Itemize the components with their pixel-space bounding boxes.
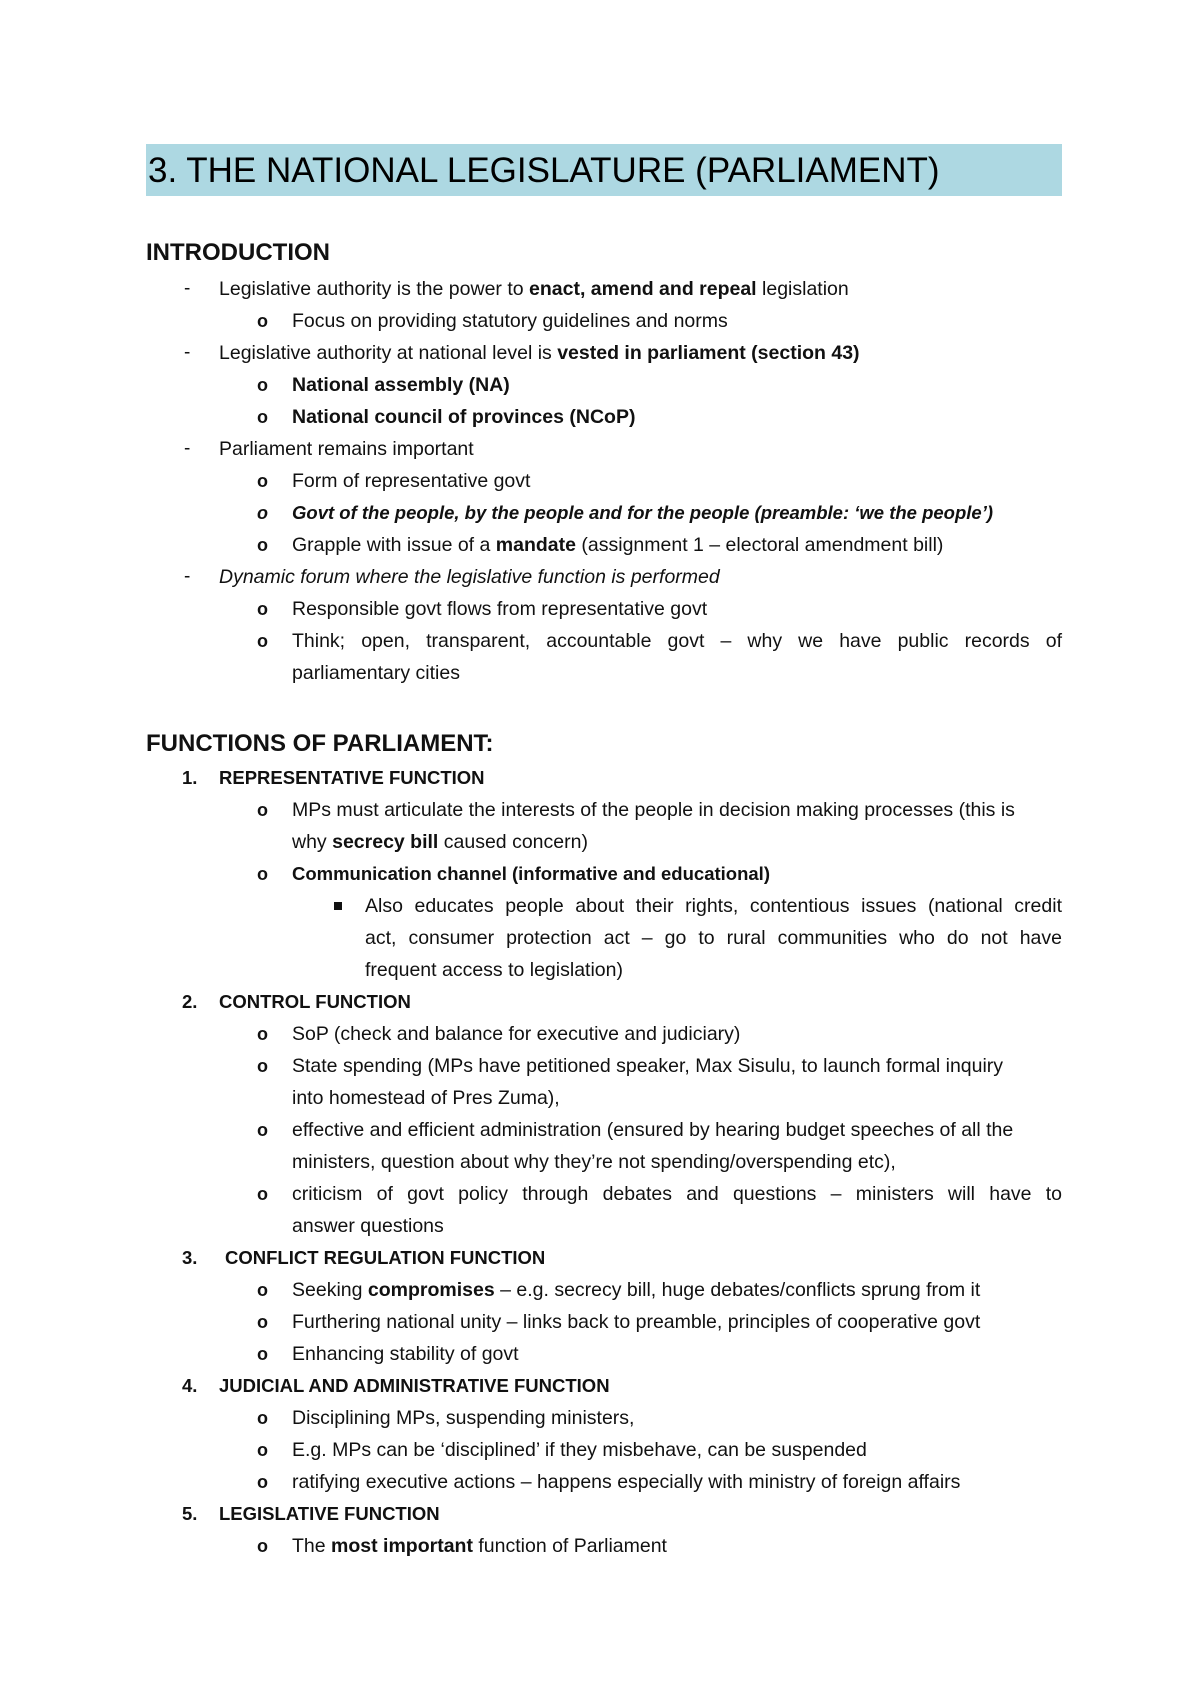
function-title: CONFLICT REGULATION FUNCTION <box>225 1247 546 1268</box>
sub-list-item: Seeking compromises – e.g. secrecy bill, huge debates/conflicts sprung from it <box>292 1279 981 1301</box>
sub-list-item: criticism of govt policy through debates and questions – ministers will have to <box>292 1183 1062 1205</box>
function-title: CONTROL FUNCTION <box>219 991 411 1012</box>
o-marker: o <box>257 1312 268 1332</box>
o-marker: o <box>257 375 268 395</box>
sub-list-item: Focus on providing statutory guidelines and norms <box>292 310 728 332</box>
sub-list-item: Disciplining MPs, suspending ministers, <box>292 1407 635 1429</box>
sub-list-item: State spending (MPs have petitioned speaker, Max Sisulu, to launch formal inquiry <box>292 1055 1004 1077</box>
sub-list-item-continued: into homestead of Pres Zuma), <box>292 1087 560 1109</box>
list-item: Parliament remains important <box>219 438 474 460</box>
sub-list-item: Form of representative govt <box>292 470 531 492</box>
sub-sub-list-item-continued: frequent access to legislation) <box>365 959 623 981</box>
dash-marker: - <box>184 438 191 459</box>
item-number: 3. <box>182 1247 198 1268</box>
o-marker: o <box>257 1120 268 1140</box>
sub-sub-list-item-continued: act, consumer protection act – go to rural communities who do not have <box>365 927 1062 949</box>
sub-list-item: National assembly (NA) <box>292 374 510 396</box>
o-marker: o <box>257 1472 268 1492</box>
o-marker: o <box>257 1440 268 1460</box>
sub-list-item: Govt of the people, by the people and for the people (preamble: ‘we the people’) <box>292 502 994 523</box>
item-number: 1. <box>182 767 198 788</box>
sub-list-item-continued: why secrecy bill caused concern) <box>292 831 588 853</box>
item-number: 4. <box>182 1375 198 1396</box>
o-marker: o <box>257 599 268 619</box>
o-marker: o <box>257 535 268 555</box>
sub-list-item-continued: answer questions <box>292 1215 444 1237</box>
o-marker: o <box>257 1184 268 1204</box>
square-bullet-icon <box>334 902 342 910</box>
o-marker: o <box>257 1536 268 1556</box>
sub-list-item: Enhancing stability of govt <box>292 1343 519 1365</box>
item-number: 2. <box>182 991 198 1012</box>
o-marker: o <box>257 407 268 427</box>
sub-list-item: The most important function of Parliament <box>292 1535 667 1557</box>
sub-list-item: Grapple with issue of a mandate (assignment 1 – electoral amendment bill) <box>292 534 944 556</box>
sub-list-item: SoP (check and balance for executive and judiciary) <box>292 1023 741 1045</box>
sub-list-item: E.g. MPs can be ‘disciplined’ if they misbehave, can be suspended <box>292 1439 867 1461</box>
sub-list-item: MPs must articulate the interests of the people in decision making processes (this is <box>292 799 1015 821</box>
function-title: JUDICIAL AND ADMINISTRATIVE FUNCTION <box>219 1375 610 1396</box>
sub-sub-list-item: Also educates people about their rights, contentious issues (national credit <box>365 895 1062 917</box>
section-heading-functions: FUNCTIONS OF PARLIAMENT: <box>146 730 494 757</box>
o-marker: o <box>257 1056 268 1076</box>
o-marker: o <box>257 1280 268 1300</box>
item-number: 5. <box>182 1503 198 1524</box>
o-marker: o <box>257 503 268 523</box>
o-marker: o <box>257 864 268 884</box>
o-marker: o <box>257 1408 268 1428</box>
sub-list-item: Communication channel (informative and educational) <box>292 863 770 884</box>
o-marker: o <box>257 631 268 651</box>
o-marker: o <box>257 471 268 491</box>
dash-marker: - <box>184 342 191 363</box>
page-title: 3. THE NATIONAL LEGISLATURE (PARLIAMENT) <box>148 151 940 190</box>
sub-list-item: Think; open, transparent, accountable govt – why we have public records of <box>292 630 1062 652</box>
list-item: Dynamic forum where the legislative function is performed <box>219 566 720 588</box>
list-item: Legislative authority is the power to enact, amend and repeal legislation <box>219 278 849 300</box>
sub-list-item: Responsible govt flows from representative govt <box>292 598 708 620</box>
section-heading-introduction: INTRODUCTION <box>146 239 330 266</box>
dash-marker: - <box>184 278 191 299</box>
o-marker: o <box>257 1024 268 1044</box>
o-marker: o <box>257 311 268 331</box>
function-title: LEGISLATIVE FUNCTION <box>219 1503 440 1524</box>
dash-marker: - <box>184 566 191 587</box>
sub-list-item: ratifying executive actions – happens especially with ministry of foreign affairs <box>292 1471 961 1493</box>
list-item: Legislative authority at national level is vested in parliament (section 43) <box>219 342 860 364</box>
o-marker: o <box>257 800 268 820</box>
sub-list-item: Furthering national unity – links back to preamble, principles of cooperative govt <box>292 1311 981 1333</box>
sub-list-item: National council of provinces (NCoP) <box>292 406 636 428</box>
sub-list-item-continued: parliamentary cities <box>292 662 460 684</box>
sub-list-item-continued: ministers, question about why they’re not spending/overspending etc), <box>292 1151 896 1173</box>
o-marker: o <box>257 1344 268 1364</box>
function-title: REPRESENTATIVE FUNCTION <box>219 767 485 788</box>
sub-list-item: effective and efficient administration (ensured by hearing budget speeches of all the <box>292 1119 1014 1141</box>
